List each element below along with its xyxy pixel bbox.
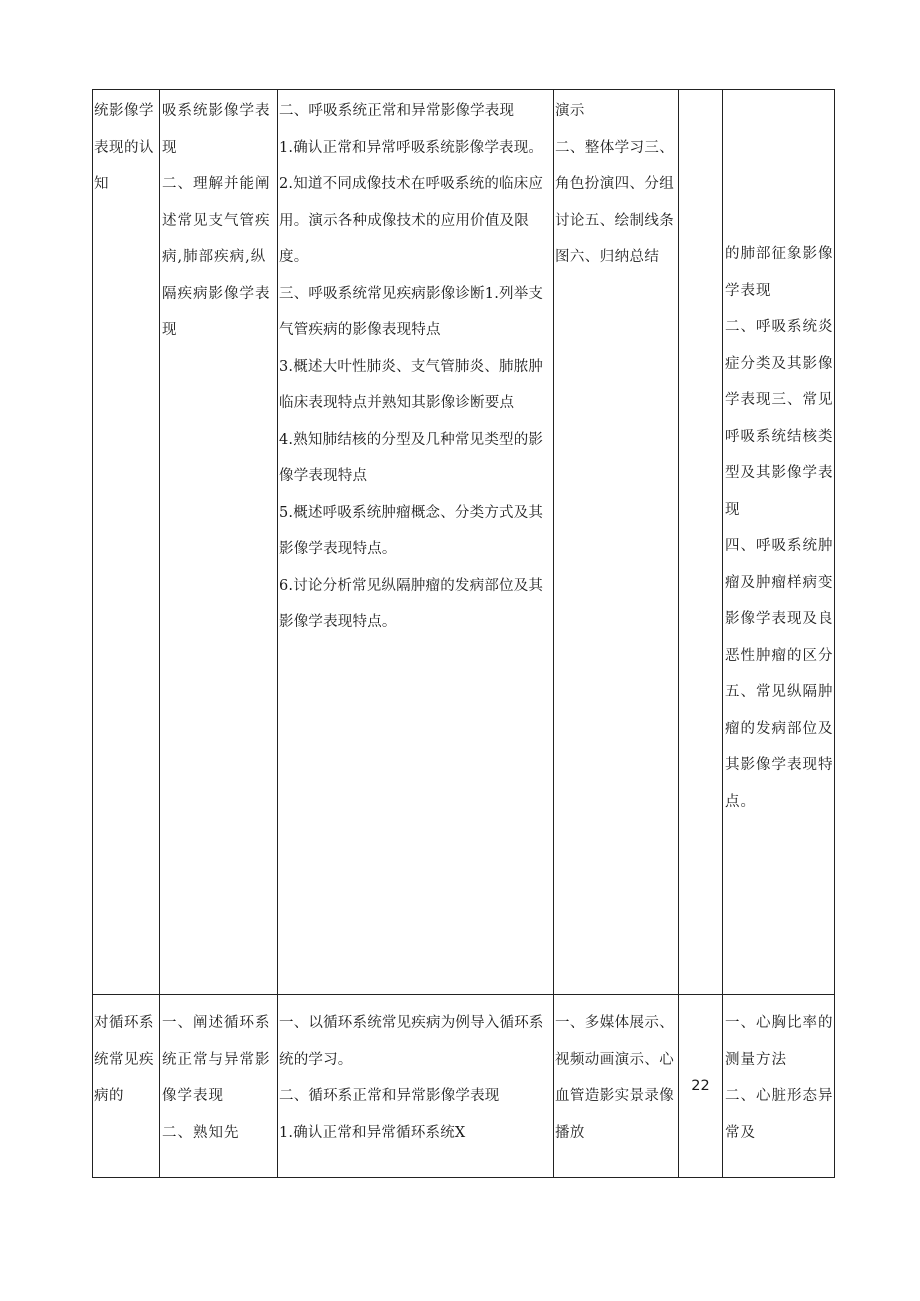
content-cell (278, 995, 554, 1178)
goal-cell (93, 995, 160, 1178)
key-points-text: 的肺部征象影像学表现 二、呼吸系统炎症分类及其影像学表现三、常见呼吸系统结核类型及其影像学表现 四、呼吸系统肿瘤及肿瘤样病变影像学表现及良恶性肿瘤的区分 五、常见纵隔肿瘤的发病部位及其影像学表现特点。 (725, 246, 834, 810)
key-points-cell (723, 90, 835, 995)
goal-text: 对循环系统常见疾病的 (94, 1015, 154, 1104)
hours-cell (679, 995, 723, 1178)
content-text: 一、以循环系统常见疾病为例导入循环系统的学习。 二、循环系正常和异常影像学表现 1.确认正常和异常循环系统X (279, 1015, 544, 1141)
methods-cell (554, 90, 679, 995)
hours-value: 22 (691, 1077, 710, 1094)
key-points-cell (723, 995, 835, 1178)
objectives-cell (160, 90, 278, 995)
table-row (93, 90, 835, 995)
objectives-text: 一、阐述循环系统正常与异常影像学表现 二、熟知先 (162, 1015, 271, 1141)
content-cell (278, 90, 554, 995)
curriculum-table (92, 89, 835, 1178)
methods-cell (554, 995, 679, 1178)
goal-cell (93, 90, 160, 995)
hours-cell (679, 90, 723, 995)
methods-text: 演示 二、整体学习三、角色扮演四、分组讨论五、绘制线条图六、归纳总结 (555, 103, 675, 265)
methods-text: 一、多媒体展示、视频动画演示、心血管造影实景录像播放 (555, 1015, 675, 1141)
objectives-text: 吸系统影像学表现 二、理解并能阐述常见支气管疾病,肺部疾病,纵隔疾病影像学表现 (162, 103, 271, 338)
table-row (93, 995, 835, 1178)
goal-text: 统影像学表现的认知 (94, 103, 154, 192)
content-text: 二、呼吸系统正常和异常影像学表现 1.确认正常和异常呼吸系统影像学表现。 2.知道不同成像技术在呼吸系统的临床应用。演示各种成像技术的应用价值及限度。 三、呼吸系统常见疾病影像诊断1.列举支气管疾病的影像表现特点 3.概述大叶性肺炎、支气管肺炎、肺脓肿临床表现特点并熟知其影像诊断要点 4.熟知肺结核的分型及几种常见类型的影像学表现特点 5.概述呼吸系统肿瘤概念、分类方式及其影像学表现特点。 6.讨论分析常见纵隔肿瘤的发病部位及其影像学表现特点。 (279, 103, 544, 630)
objectives-cell (160, 995, 278, 1178)
key-points-text: 一、心胸比率的测量方法 二、心脏形态异常及 (725, 1015, 834, 1141)
